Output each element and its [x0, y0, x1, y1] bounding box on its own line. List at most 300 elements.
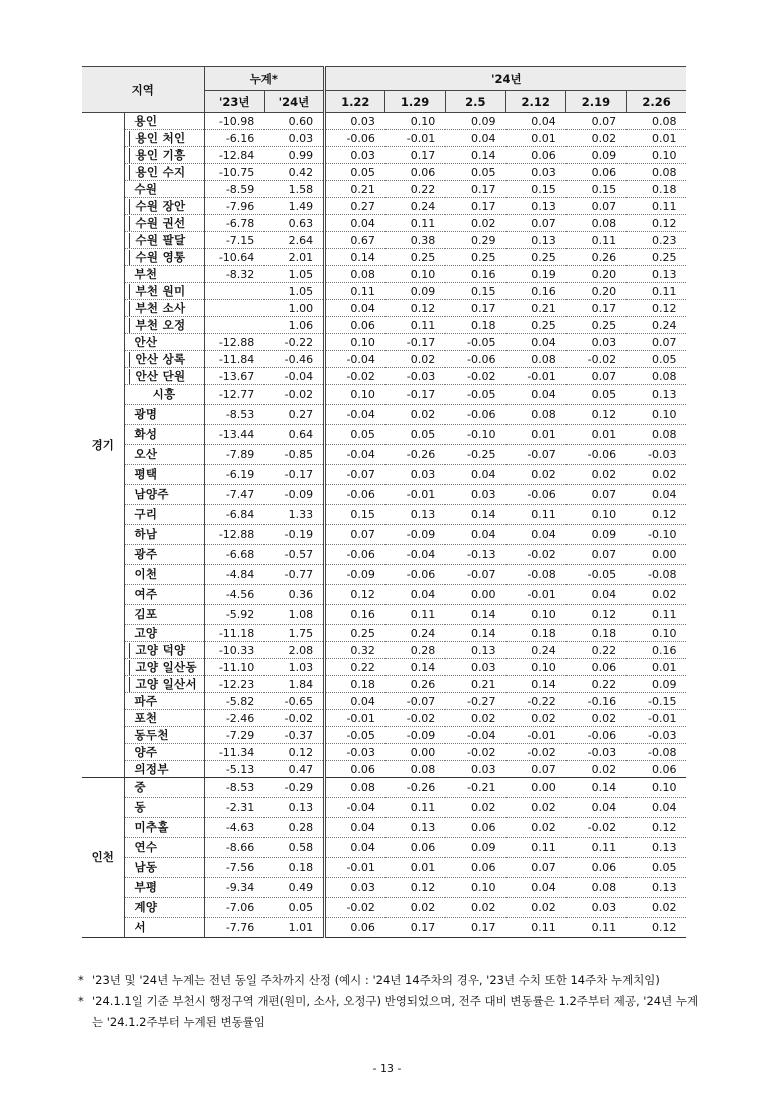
value-cell: 0.06 — [325, 761, 385, 778]
value-cell: 0.21 — [325, 181, 385, 198]
value-cell: 0.00 — [506, 778, 566, 798]
value-cell: 0.13 — [385, 505, 445, 525]
value-cell: -0.26 — [385, 778, 445, 798]
value-cell: 0.04 — [506, 385, 566, 405]
value-cell: 1.33 — [264, 505, 324, 525]
value-cell: 0.02 — [445, 798, 505, 818]
value-cell: 0.12 — [626, 505, 686, 525]
table-row — [82, 838, 686, 858]
region-name: 광주 — [124, 545, 204, 565]
table-row — [82, 778, 686, 798]
value-cell: 0.13 — [506, 232, 566, 249]
value-cell: 0.12 — [626, 215, 686, 232]
value-cell: 0.08 — [506, 405, 566, 425]
region-name — [124, 215, 204, 232]
value-cell: 0.08 — [325, 778, 385, 798]
value-cell: 0.08 — [385, 761, 445, 778]
value-cell: -0.65 — [264, 693, 324, 710]
value-cell: 0.02 — [566, 130, 626, 147]
footnotes — [78, 970, 702, 1033]
value-cell: -13.67 — [204, 368, 264, 385]
value-cell: 0.64 — [264, 425, 324, 445]
value-cell: 0.09 — [566, 147, 626, 164]
value-cell: 0.02 — [445, 710, 505, 727]
value-cell: -8.53 — [204, 405, 264, 425]
value-cell: 0.04 — [325, 215, 385, 232]
value-cell: -9.34 — [204, 878, 264, 898]
value-cell: 0.06 — [626, 761, 686, 778]
value-cell: 0.04 — [566, 798, 626, 818]
value-cell: 0.00 — [445, 585, 505, 605]
table-row — [82, 676, 686, 693]
value-cell: -12.88 — [204, 525, 264, 545]
region-name: 광명 — [124, 405, 204, 425]
value-cell: 0.20 — [566, 266, 626, 283]
value-cell: 0.18 — [506, 625, 566, 642]
value-cell: -0.06 — [385, 565, 445, 585]
value-cell: 0.22 — [566, 676, 626, 693]
value-cell — [204, 317, 264, 334]
value-cell: -0.02 — [325, 898, 385, 918]
value-cell: 0.05 — [626, 858, 686, 878]
value-cell: -5.82 — [204, 693, 264, 710]
value-cell: -0.07 — [506, 445, 566, 465]
value-cell: 0.04 — [325, 693, 385, 710]
region-name: 계양 — [124, 898, 204, 918]
value-cell: 0.12 — [264, 744, 324, 761]
region-name: 용인 — [124, 113, 204, 130]
value-cell: 0.63 — [264, 215, 324, 232]
table-row — [82, 818, 686, 838]
value-cell: 0.02 — [566, 761, 626, 778]
value-cell: 0.14 — [445, 625, 505, 642]
table-row — [82, 317, 686, 334]
value-cell: 0.01 — [566, 425, 626, 445]
value-cell: 0.17 — [566, 300, 626, 317]
table-header — [82, 67, 686, 113]
value-cell: 0.02 — [385, 351, 445, 368]
value-cell: 0.58 — [264, 838, 324, 858]
value-cell: 0.05 — [264, 898, 324, 918]
page-number: - 13 - — [372, 1062, 402, 1075]
region-name — [124, 164, 204, 181]
table-row — [82, 181, 686, 198]
value-cell: -0.05 — [445, 385, 505, 405]
value-cell: 0.25 — [506, 317, 566, 334]
value-cell: 0.17 — [445, 198, 505, 215]
footnote-text: '24.1.1일 기준 부천시 행정구역 개편(원미, 소사, 오정구) 반영되었으며, 전주 대비 변동률은 1.2주부터 제공, '24년 누계는 '24.1.2주부터 누계된 변동률임 — [92, 994, 699, 1029]
value-cell: -0.29 — [264, 778, 324, 798]
value-cell: 0.02 — [566, 465, 626, 485]
footnote-marker: * — [78, 994, 84, 1008]
value-cell: -0.03 — [385, 368, 445, 385]
value-cell: 0.05 — [445, 164, 505, 181]
value-cell: 0.07 — [566, 113, 626, 130]
value-cell: 0.10 — [445, 878, 505, 898]
table-row — [82, 744, 686, 761]
value-cell: 0.14 — [566, 778, 626, 798]
value-cell: 0.16 — [325, 605, 385, 625]
value-cell: 0.06 — [445, 858, 505, 878]
value-cell: 0.07 — [626, 334, 686, 351]
sub-region-label: 안산 단원 — [129, 369, 186, 384]
value-cell: -0.22 — [506, 693, 566, 710]
value-cell: 0.04 — [566, 585, 626, 605]
value-cell: 0.06 — [566, 858, 626, 878]
region-name: 연수 — [124, 838, 204, 858]
value-cell: -7.15 — [204, 232, 264, 249]
sub-region-label: 수원 장안 — [129, 199, 186, 214]
region-name: 오산 — [124, 445, 204, 465]
region-name: 수원 — [124, 181, 204, 198]
table-row — [82, 693, 686, 710]
value-cell: -7.56 — [204, 858, 264, 878]
value-cell: 1.03 — [264, 659, 324, 676]
value-cell: -0.06 — [566, 445, 626, 465]
value-cell: -5.13 — [204, 761, 264, 778]
value-cell: 0.04 — [325, 300, 385, 317]
value-cell: -0.07 — [445, 565, 505, 585]
value-cell: 0.07 — [506, 858, 566, 878]
value-cell: -0.02 — [385, 710, 445, 727]
value-cell: 2.01 — [264, 249, 324, 266]
footnote — [78, 991, 702, 1033]
region-name: 동 — [124, 798, 204, 818]
value-cell: -8.66 — [204, 838, 264, 858]
value-cell: 0.04 — [506, 113, 566, 130]
region-name: 양주 — [124, 744, 204, 761]
table-row — [82, 710, 686, 727]
table-row — [82, 215, 686, 232]
value-cell: 0.03 — [325, 147, 385, 164]
value-cell: 0.08 — [626, 425, 686, 445]
value-cell: 1.05 — [264, 283, 324, 300]
value-cell: 0.26 — [566, 249, 626, 266]
table-row — [82, 565, 686, 585]
value-cell: 0.11 — [626, 198, 686, 215]
value-cell: 0.25 — [626, 249, 686, 266]
value-cell: -8.59 — [204, 181, 264, 198]
table-row — [82, 659, 686, 676]
sub-region-label: 부천 오정 — [129, 318, 186, 333]
value-cell: -0.02 — [325, 368, 385, 385]
value-cell: 0.14 — [325, 249, 385, 266]
value-cell: 0.07 — [566, 485, 626, 505]
value-cell: 0.13 — [264, 798, 324, 818]
value-cell: 0.10 — [385, 266, 445, 283]
value-cell: -4.63 — [204, 818, 264, 838]
value-cell: -0.06 — [445, 351, 505, 368]
value-cell: 0.03 — [325, 878, 385, 898]
value-cell: 0.03 — [506, 164, 566, 181]
value-cell: -0.06 — [325, 130, 385, 147]
region-name — [124, 351, 204, 368]
value-cell: 0.11 — [566, 918, 626, 938]
col-header-week: 2.12 — [506, 91, 566, 113]
value-cell: 0.09 — [445, 113, 505, 130]
table-row — [82, 300, 686, 317]
value-cell: 0.23 — [626, 232, 686, 249]
value-cell: 0.06 — [566, 659, 626, 676]
value-cell: 1.08 — [264, 605, 324, 625]
value-cell: 0.08 — [506, 351, 566, 368]
value-cell: 0.38 — [385, 232, 445, 249]
table-body — [82, 113, 686, 938]
value-cell: 0.13 — [626, 838, 686, 858]
value-cell: -6.84 — [204, 505, 264, 525]
value-cell: -0.02 — [506, 744, 566, 761]
value-cell: -0.13 — [445, 545, 505, 565]
region-name: 포천 — [124, 710, 204, 727]
value-cell: -0.02 — [264, 710, 324, 727]
value-cell: -0.19 — [264, 525, 324, 545]
value-cell: 0.02 — [385, 898, 445, 918]
value-cell: 0.11 — [506, 838, 566, 858]
value-cell: 0.05 — [566, 385, 626, 405]
value-cell: 0.04 — [506, 334, 566, 351]
value-cell: 0.01 — [626, 659, 686, 676]
value-cell: 0.14 — [445, 505, 505, 525]
value-cell: 0.01 — [626, 130, 686, 147]
value-cell: 0.01 — [385, 858, 445, 878]
value-cell: 0.04 — [325, 818, 385, 838]
value-cell: 0.36 — [264, 585, 324, 605]
footnote-text: '23년 및 '24년 누계는 전년 동일 주차까지 산정 (예시 : '24년 14주차의 경우, '23년 수치 또한 14주차 누계치임) — [92, 973, 660, 987]
value-cell: 0.29 — [445, 232, 505, 249]
table-row — [82, 545, 686, 565]
table-row — [82, 368, 686, 385]
value-cell: 0.03 — [566, 334, 626, 351]
value-cell: 0.20 — [566, 283, 626, 300]
region-name — [124, 130, 204, 147]
value-cell: 0.13 — [445, 642, 505, 659]
col-header-week: 2.26 — [626, 91, 686, 113]
table-row — [82, 130, 686, 147]
sub-region-label: 고양 일산동 — [129, 660, 197, 675]
region-name: 부천 — [124, 266, 204, 283]
value-cell: -0.03 — [325, 744, 385, 761]
value-cell: 0.12 — [385, 300, 445, 317]
value-cell: -0.17 — [264, 465, 324, 485]
value-cell: 0.07 — [566, 545, 626, 565]
value-cell: 0.17 — [385, 918, 445, 938]
region-name: 미추홀 — [124, 818, 204, 838]
region-name — [124, 300, 204, 317]
value-cell: 0.05 — [325, 425, 385, 445]
region-name: 안산 — [124, 334, 204, 351]
value-cell: 0.11 — [506, 918, 566, 938]
region-name: 시흥 — [124, 385, 204, 405]
region-name: 이천 — [124, 565, 204, 585]
value-cell: -4.84 — [204, 565, 264, 585]
region-name: 구리 — [124, 505, 204, 525]
value-cell: -0.05 — [445, 334, 505, 351]
value-cell: 0.27 — [325, 198, 385, 215]
value-cell: 0.25 — [445, 249, 505, 266]
region-name: 중 — [124, 778, 204, 798]
value-cell: 0.24 — [385, 625, 445, 642]
value-cell: 0.02 — [626, 465, 686, 485]
value-cell: 0.02 — [506, 710, 566, 727]
value-cell: 0.26 — [385, 676, 445, 693]
value-cell: 0.02 — [385, 405, 445, 425]
value-cell: -0.10 — [445, 425, 505, 445]
value-cell: -0.01 — [325, 710, 385, 727]
region-name — [124, 659, 204, 676]
table-row — [82, 642, 686, 659]
value-cell: 0.16 — [506, 283, 566, 300]
value-cell: 0.02 — [626, 585, 686, 605]
region-name: 동두천 — [124, 727, 204, 744]
region-name: 의정부 — [124, 761, 204, 778]
table-row — [82, 425, 686, 445]
value-cell: 0.17 — [445, 300, 505, 317]
value-cell: 1.06 — [264, 317, 324, 334]
table-row — [82, 465, 686, 485]
value-cell: 0.42 — [264, 164, 324, 181]
sub-region-label: 용인 기흥 — [129, 148, 186, 163]
value-cell: 0.12 — [626, 818, 686, 838]
province-label: 인천 — [82, 778, 124, 938]
region-name — [124, 249, 204, 266]
region-name: 평택 — [124, 465, 204, 485]
value-cell: -0.04 — [445, 727, 505, 744]
value-cell: -0.09 — [385, 525, 445, 545]
value-cell: -0.07 — [325, 465, 385, 485]
value-cell: 0.11 — [385, 605, 445, 625]
value-cell: 0.11 — [566, 838, 626, 858]
value-cell: 0.67 — [325, 232, 385, 249]
value-cell: 0.10 — [626, 778, 686, 798]
value-cell: -0.01 — [385, 130, 445, 147]
value-cell: 0.04 — [626, 798, 686, 818]
value-cell: 0.02 — [445, 215, 505, 232]
value-cell: -0.06 — [325, 485, 385, 505]
value-cell: 0.06 — [566, 164, 626, 181]
value-cell: -0.06 — [445, 405, 505, 425]
region-name: 김포 — [124, 605, 204, 625]
value-cell: 0.15 — [325, 505, 385, 525]
value-cell: 0.12 — [626, 918, 686, 938]
value-cell: -0.02 — [264, 385, 324, 405]
table-row — [82, 445, 686, 465]
value-cell: -0.07 — [385, 693, 445, 710]
value-cell: -0.09 — [385, 727, 445, 744]
value-cell: 0.99 — [264, 147, 324, 164]
value-cell: -0.02 — [445, 744, 505, 761]
sub-region-label: 고양 일산서 — [129, 677, 197, 692]
value-cell: 0.08 — [566, 878, 626, 898]
value-cell: 0.09 — [566, 525, 626, 545]
value-cell: 0.11 — [385, 317, 445, 334]
value-cell: -11.34 — [204, 744, 264, 761]
value-cell: 0.04 — [506, 525, 566, 545]
value-cell: -0.22 — [264, 334, 324, 351]
value-cell: 0.25 — [325, 625, 385, 642]
value-cell: -8.32 — [204, 266, 264, 283]
value-cell: -0.09 — [325, 565, 385, 585]
col-header-week: 2.19 — [566, 91, 626, 113]
table-row — [82, 505, 686, 525]
value-cell: 0.18 — [626, 181, 686, 198]
sub-region-label: 수원 권선 — [129, 216, 186, 231]
region-name: 하남 — [124, 525, 204, 545]
value-cell: -0.02 — [566, 351, 626, 368]
value-cell: 0.28 — [264, 818, 324, 838]
value-cell: -0.01 — [506, 585, 566, 605]
value-cell: -0.27 — [445, 693, 505, 710]
value-cell: 0.13 — [626, 385, 686, 405]
value-cell: -0.01 — [385, 485, 445, 505]
value-cell: 0.05 — [385, 425, 445, 445]
value-cell: 0.03 — [566, 898, 626, 918]
region-name: 부평 — [124, 878, 204, 898]
value-cell: -0.06 — [566, 727, 626, 744]
value-cell: 0.03 — [325, 113, 385, 130]
region-name — [124, 198, 204, 215]
value-cell: -0.01 — [506, 727, 566, 744]
value-cell: 0.25 — [385, 249, 445, 266]
value-cell: 0.25 — [566, 317, 626, 334]
value-cell: 0.17 — [445, 181, 505, 198]
value-cell: -12.84 — [204, 147, 264, 164]
value-cell: 0.09 — [445, 838, 505, 858]
value-cell: -0.08 — [626, 565, 686, 585]
region-name — [124, 232, 204, 249]
value-cell: 0.04 — [506, 878, 566, 898]
region-name: 서 — [124, 918, 204, 938]
value-cell: 1.75 — [264, 625, 324, 642]
value-cell: 0.05 — [626, 351, 686, 368]
value-cell: 0.04 — [445, 130, 505, 147]
value-cell: 0.09 — [626, 676, 686, 693]
value-cell: -7.96 — [204, 198, 264, 215]
value-cell: -7.06 — [204, 898, 264, 918]
value-cell: -0.17 — [385, 385, 445, 405]
value-cell: -13.44 — [204, 425, 264, 445]
table-row — [82, 485, 686, 505]
value-cell: 0.08 — [626, 113, 686, 130]
value-cell: -11.84 — [204, 351, 264, 368]
value-cell: 0.49 — [264, 878, 324, 898]
value-cell: 0.27 — [264, 405, 324, 425]
table-row — [82, 266, 686, 283]
value-cell: -0.37 — [264, 727, 324, 744]
value-cell: 0.11 — [385, 215, 445, 232]
value-cell: 0.04 — [325, 838, 385, 858]
value-cell: 0.10 — [506, 659, 566, 676]
value-cell: 0.02 — [626, 898, 686, 918]
value-cell: 0.03 — [445, 761, 505, 778]
value-cell: 0.22 — [325, 659, 385, 676]
value-cell: -7.47 — [204, 485, 264, 505]
region-name — [124, 676, 204, 693]
region-name: 여주 — [124, 585, 204, 605]
value-cell: 0.08 — [566, 215, 626, 232]
value-cell: 0.24 — [385, 198, 445, 215]
value-cell: -0.04 — [264, 368, 324, 385]
table-row — [82, 249, 686, 266]
table-row — [82, 113, 686, 130]
value-cell: 0.28 — [385, 642, 445, 659]
value-cell — [204, 283, 264, 300]
table-row — [82, 878, 686, 898]
value-cell: -2.31 — [204, 798, 264, 818]
value-cell: 1.05 — [264, 266, 324, 283]
value-cell: 0.06 — [385, 838, 445, 858]
value-cell: 0.15 — [566, 181, 626, 198]
value-cell: -10.33 — [204, 642, 264, 659]
